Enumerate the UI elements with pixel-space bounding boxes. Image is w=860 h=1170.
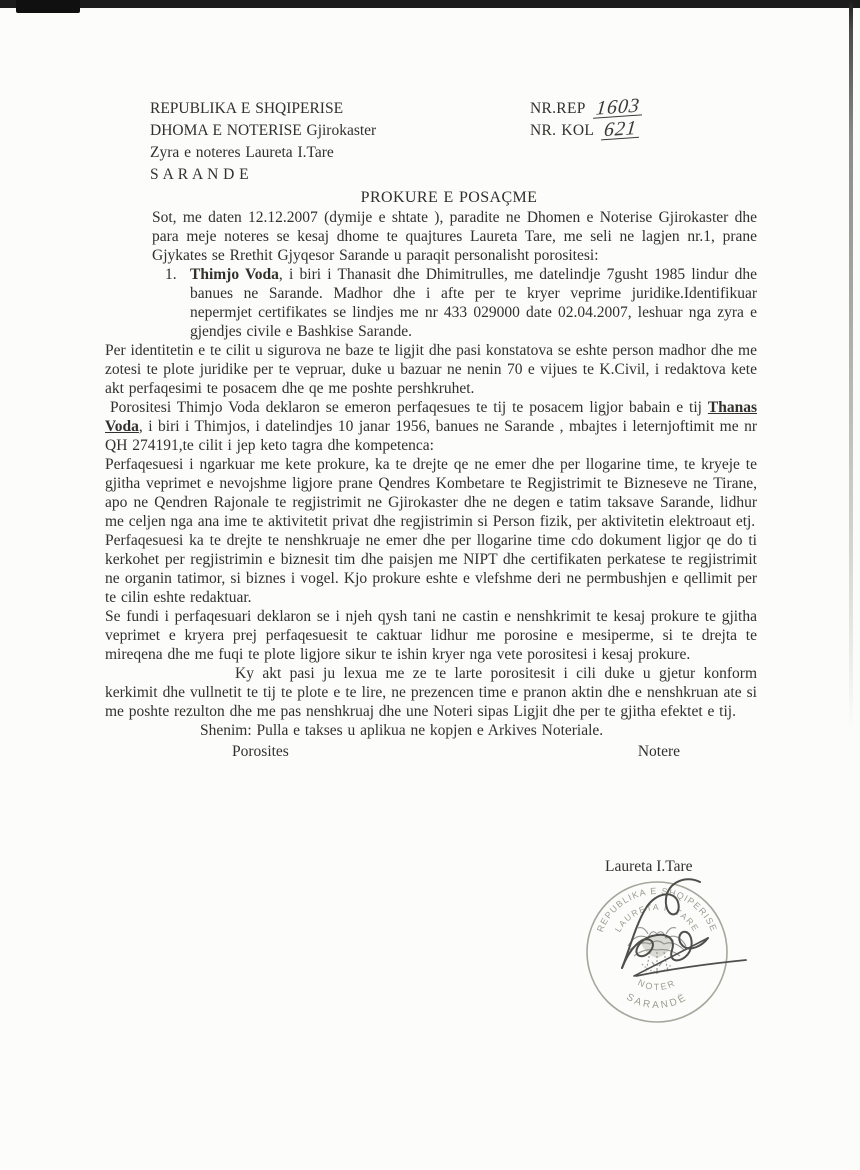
- rep-number-label: NR.REP: [530, 100, 586, 117]
- intro-paragraph: Sot, me daten 12.12.2007 (dymije e shtate ), paradite ne Dhomen e Noterise Gjirokaster dhe para meje noteres se kesaj dhome te quajtures Laureta Tare, me seli ne lagjen nr.1, prane Gjykates se Rrethit Gjyqesor Sarande u paraqit personalisht porositesi:: [152, 209, 757, 264]
- document-title: PROKURE E POSAÇME: [360, 189, 538, 206]
- numbered-item-principal: [152, 265, 757, 341]
- paragraph-reading-acceptance: Ky akt pasi ju lexua me ze te larte porositesit i cili duke u gjetur konform kerkimit dhe vullnetit te tij te plote e te lire, ne prezencen time e pranon aktin dhe e nenshkruan ate si me poshte rezulton dhe me pas nenshkruaj dhe une Noteri sipas Ligjit dhe per te gjitha efektet e tij.: [105, 665, 757, 720]
- svg-text:LAURETA I. TARE: [613, 902, 702, 934]
- item-text: [190, 266, 757, 340]
- tax-stamp-note: Shenim: Pulla e takses u aplikua ne kopjen e Arkives Noteriale.: [200, 722, 604, 739]
- appointment-details: , i biri i Thimjos, i datelindjes 10 janar 1956, banues ne Sarande , mbajtes i leternjoftimit me nr QH 274191,te cilit i jep keto tagra dhe kompetenca:: [105, 418, 757, 454]
- seal-text-republic: REPUBLIKA E SHQIPERISE: [594, 885, 720, 934]
- svg-text:NOTER: [636, 977, 677, 992]
- signature-labels-row: [105, 742, 757, 761]
- scan-artifact-top-band: [0, 0, 860, 8]
- paragraph-final-declaration: Se fundi i perfaqesuari deklaron se i njeh qysh tani ne castin e nenshkrimit te kesaj prokure te gjitha veprimet e kryera prej perfaqesuesit te caktuar lidhur me porosine e mesiperme, si te drejta te mireqena dhe me fuqi te plote ligjore sikur te ishin kryer nga vete porositesi i kesaj prokure.: [105, 608, 757, 663]
- paragraph-powers-signing: Perfaqesuesi ka te drejte te nenshkruaje ne emer dhe per llogarine time cdo dokument ligjor qe do ti kerkohet per regjistrimin e biznesit tim dhe paisjen me NIPT dhe certifikaten perkatese te regjistrimit ne organin tatimor, si biznes i vogel. Kjo prokure eshte e vlefshme deri ne permbushjen e qellimit per te cilin eshte redaktuar.: [105, 532, 757, 606]
- issuer-line-city: S A R A N D E: [150, 166, 249, 183]
- paragraph-identity-verification: Per identitetin e te cilit u sigurova ne baze te ligjit dhe pasi konstatova se eshte person madhor dhe me zotesi te plote juridike per te vepruar, duke u bazuar ne nenin 70 e vijues te K.Civil, i redaktova kete akt perfaqesimi te posacem dhe qe me poshte pershkruhet.: [105, 342, 757, 397]
- document-body: [105, 94, 757, 761]
- svg-text:SARANDË: [624, 991, 689, 1011]
- principal-details: , i biri i Thanasit dhe Dhimitrulles, me datelindje 7gusht 1985 lindur dhe banues ne Sarande. Madhor dhe i afte per te kryer veprime juridike.Identifikuar nepermjet certifikates se lindjes me nr 433 029000 date 02.04.2007, leshuar nga zyra e gjendjes civile e Bashkise Sarande.: [190, 266, 757, 340]
- document-header: [105, 94, 757, 186]
- issuer-line-office: Zyra e noteres Laureta I.Tare: [150, 144, 334, 161]
- paragraph-powers-registration: Perfaqesuesi i ngarkuar me kete prokure, ka te drejte qe ne emer dhe per llogarine time, te kryeje te gjitha veprimet e nevojshme ligjore prane Qendres Kombetare te Regjistrimit te Bizneseve ne Tirane, apo ne Qendren Rajonale te regjistrimit ne Gjirokaster dhe ne degen e tatim taksave Sarande, lidhur me celjen nga ana ime te aktivitetit privat dhe regjistrimin si Person fizik, per aktivitetin elektroaut etj.: [105, 456, 757, 530]
- paragraph-appointment: [105, 398, 757, 455]
- issuer-block: [150, 98, 757, 186]
- client-signature-label: Porosites: [232, 743, 289, 760]
- kol-number-label: NR. KOL: [530, 122, 595, 139]
- seal-text-noter: NOTER: [636, 977, 678, 993]
- appointment-prefix: Porositesi Thimjo Voda deklaron se emeron perfaqesues te tij te posacem ligjor babain e tij: [110, 399, 708, 416]
- registry-numbers-block: [530, 94, 643, 142]
- attorney-name: Thanas Voda: [105, 399, 757, 435]
- scan-artifact-right-edge: [849, 0, 853, 740]
- scan-artifact-corner-notch: [16, 0, 80, 13]
- issuer-line-republic: REPUBLIKA E SHQIPERISE: [150, 100, 344, 117]
- notary-round-seal: [580, 876, 760, 1036]
- kol-number-line: [530, 116, 643, 142]
- notary-signature-label: Notere: [637, 743, 680, 760]
- kol-number-handwritten-value: 621: [601, 119, 641, 141]
- principal-name: Thimjo Voda: [190, 266, 279, 283]
- notary-stamp-area: [580, 876, 760, 1036]
- rep-number-handwritten-value: 1603: [593, 96, 644, 119]
- issuer-line-chamber: DHOMA E NOTERISE Gjirokaster: [150, 122, 377, 139]
- item-number: 1.: [165, 266, 177, 283]
- notary-name: Laureta I.Tare: [605, 858, 693, 875]
- seal-text-notary-name: LAURETA I. TARE: [612, 901, 702, 934]
- seal-text-city: SARANDË: [624, 991, 690, 1012]
